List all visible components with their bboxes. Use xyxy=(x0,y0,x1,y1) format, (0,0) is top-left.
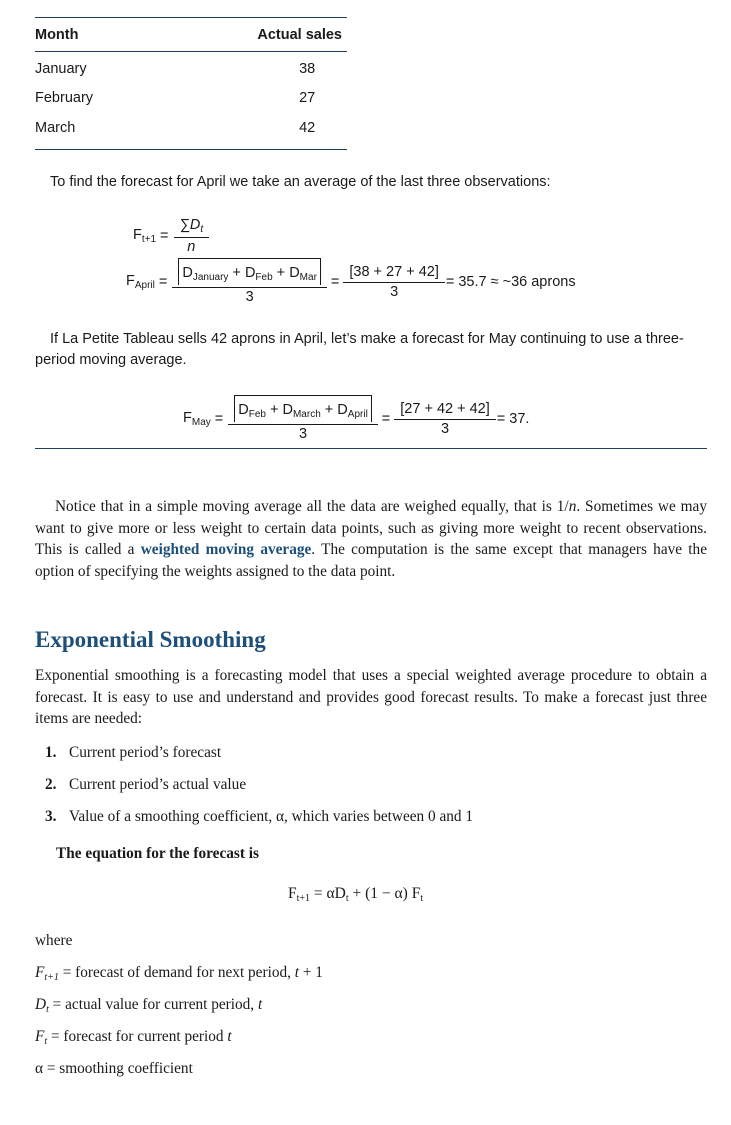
def-tail: t xyxy=(257,996,263,1013)
main-eq-d-sub: t xyxy=(345,893,349,904)
exponential-smoothing-equation xyxy=(288,885,423,904)
eq2-denominator: 3 xyxy=(172,287,327,305)
definition-item xyxy=(35,996,323,1028)
eq2-lhs: F xyxy=(126,272,135,289)
definitions-list xyxy=(35,964,323,1092)
eq3-lhs: F xyxy=(183,409,192,426)
sales-table xyxy=(35,17,347,150)
cell-sales: 38 xyxy=(299,60,316,77)
def-tail: t xyxy=(227,1028,232,1045)
exponential-smoothing-paragraph: Exponential smoothing is a forecasting model that uses a special weighted average procedure to obtain a forecast. It is easy to use and understand and provides good forecast results. To make a forecast just three items are needed: xyxy=(35,667,707,727)
def-text: = actual value for current period, xyxy=(48,996,258,1013)
eq1-lhs: F xyxy=(133,227,142,243)
eq2-d2-sub: Feb xyxy=(255,272,273,283)
eq2-denominator2: 3 xyxy=(343,282,445,300)
eq2-d1: D xyxy=(182,265,193,281)
list-item-number: 1. xyxy=(45,744,57,761)
april-forecast-equation: $F_{April}$ = $\frac{D_{January} + D_{Feb} + D_{Mar}}{3}$ = $\frac{[38 + 27 + 42]}{3}$ = 35.7 ≈ ~36 aprons xyxy=(126,258,576,305)
eq3-numerator2: [27 + 42 + 42] xyxy=(400,400,490,417)
list-item-number: 2. xyxy=(45,776,57,793)
may-forecast-equation: $F_{May}$ = $\frac{D_{Feb} + D_{March} + D_{April}}{3}$ = $\frac{[27 + 42 + 42]}{3}$ = 37. xyxy=(183,395,529,442)
eq3-denominator: 3 xyxy=(228,424,378,442)
eq2-d2: D xyxy=(244,265,256,281)
eq3-d1: D xyxy=(238,402,249,418)
main-eq-f2-sub: t xyxy=(420,893,424,904)
para1-after: . The computation is the same except that managers have the option of specifying the weights assigned to the data point. xyxy=(35,541,707,580)
def-symbol: F xyxy=(35,964,45,981)
may-intro-text: If La Petite Tableau sells 42 aprons in April, let’s make a forecast for May continuing to use a three-period moving average. xyxy=(35,331,684,368)
column-header-month: Month xyxy=(35,26,79,43)
eq3-fraction: $\frac{D_{Feb} + D_{March} + D_{April}}{3}$ xyxy=(231,395,375,442)
list-item-text: Value of a smoothing coefficient, α, which varies between 0 and 1 xyxy=(69,808,474,825)
para1-middle: . Sometimes we may want to give more or less weight to certain data points, such as giving more weight to recent observations. This is called a xyxy=(35,498,707,558)
def-symbol: α xyxy=(35,1060,44,1077)
main-eq-part2: + (1 − α) F xyxy=(348,885,421,902)
para1-n: n xyxy=(568,498,577,515)
eq1-equals: = xyxy=(160,228,169,244)
eq2-lhs-sub: April xyxy=(134,279,155,291)
eq3-d2: D xyxy=(282,402,293,418)
para1-before: Notice that in a simple moving average all the data are weighed equally, that is 1/ xyxy=(55,498,569,515)
list-item xyxy=(45,769,473,801)
def-tail: t xyxy=(294,964,300,981)
table-row xyxy=(35,113,347,143)
eq3-d2-sub: March xyxy=(292,409,321,420)
def-text: = forecast for current period xyxy=(47,1028,228,1045)
eq1-denominator: n xyxy=(174,237,210,255)
equation-intro: The equation for the forecast is xyxy=(56,845,259,862)
cell-month: January xyxy=(35,60,87,77)
cell-sales: 42 xyxy=(299,119,316,136)
list-item-text: Current period’s forecast xyxy=(69,744,222,761)
where-label: where xyxy=(35,932,73,949)
eq1-numerator-sub: t xyxy=(200,224,204,235)
table-header xyxy=(35,18,347,52)
eq2-numerator2: [38 + 27 + 42] xyxy=(349,263,439,280)
def-symbol: D xyxy=(35,996,47,1013)
eq3-result: = 37. xyxy=(496,410,530,427)
cell-sales: 27 xyxy=(299,90,316,107)
weighted-moving-average-term: weighted moving average xyxy=(140,541,312,558)
main-eq-f-sub: t+1 xyxy=(296,893,311,904)
moving-average-paragraph xyxy=(35,496,707,582)
def-text: = smoothing coefficient xyxy=(43,1060,193,1077)
def-symbol: F xyxy=(35,1028,45,1045)
column-header-sales: Actual sales xyxy=(257,26,342,43)
def-text: = forecast of demand for next period, xyxy=(58,964,295,981)
list-item-number: 3. xyxy=(45,808,57,825)
eq2-d3: D xyxy=(289,265,300,281)
eq3-d3-sub: April xyxy=(347,409,368,420)
eq3-lhs-sub: May xyxy=(191,416,211,428)
def-tail2: + 1 xyxy=(299,964,323,981)
eq2-result: = 35.7 ≈ ~36 aprons xyxy=(445,273,576,290)
cell-month: March xyxy=(35,119,76,136)
eq3-fraction2 xyxy=(397,401,493,437)
april-intro-text: To find the forecast for April we take an average of the last three observations: xyxy=(50,174,551,190)
table-row xyxy=(35,84,347,114)
section-divider xyxy=(35,448,707,449)
eq2-d3-sub: Mar xyxy=(299,272,317,283)
section-heading: Exponential Smoothing xyxy=(35,627,266,652)
eq2-fraction2 xyxy=(346,264,442,300)
list-item xyxy=(45,801,473,833)
list-item-text: Current period’s actual value xyxy=(69,776,247,793)
def-symbol-sub: t+1 xyxy=(44,972,59,983)
eq1-fraction xyxy=(177,217,207,255)
def-symbol-sub: t xyxy=(46,1004,49,1015)
main-eq-part1: = αD xyxy=(310,885,346,902)
cell-month: February xyxy=(35,90,94,107)
eq3-denominator2: 3 xyxy=(394,419,496,437)
items-list xyxy=(45,737,473,833)
eq2-fraction: $\frac{D_{January} + D_{Feb} + D_{Mar}}{3}$ xyxy=(175,258,324,305)
definition-item xyxy=(35,1028,323,1060)
list-item xyxy=(45,737,473,769)
eq1-numerator: ∑D xyxy=(179,217,201,233)
forecast-general-equation xyxy=(133,217,210,255)
eq3-d1-sub: Feb xyxy=(248,409,266,420)
main-eq-f: F xyxy=(288,885,297,902)
eq1-lhs-sub: t+1 xyxy=(141,234,157,245)
definition-item xyxy=(35,964,323,996)
def-symbol-sub: t xyxy=(44,1036,48,1047)
eq3-d3: D xyxy=(337,402,348,418)
definition-item xyxy=(35,1060,323,1092)
table-row xyxy=(35,54,347,84)
eq2-d1-sub: January xyxy=(192,272,229,283)
